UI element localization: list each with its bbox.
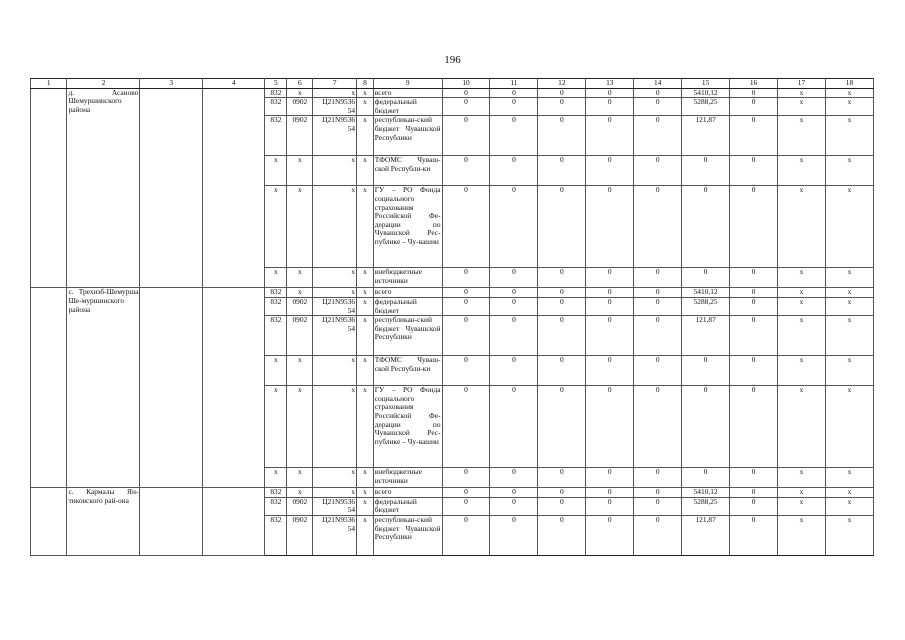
cell-value: 0 bbox=[538, 288, 586, 298]
cell-value: 0 bbox=[682, 386, 730, 468]
cell-grbs: x bbox=[265, 356, 287, 386]
cell-section: 0902 bbox=[287, 297, 313, 315]
cell-value: x bbox=[825, 356, 873, 386]
cell-value: 0 bbox=[538, 497, 586, 515]
cell-expense-type: x bbox=[357, 186, 374, 268]
cell-value: 0 bbox=[490, 268, 538, 288]
cell-value: 0 bbox=[634, 468, 682, 488]
funding-source: ТФОМС Чуваш-ской Республи-ки bbox=[373, 356, 442, 386]
cell-section: x bbox=[287, 468, 313, 488]
funding-source: республикан-ский бюджет Чувашской Республики bbox=[373, 116, 442, 156]
cell-value: 0 bbox=[442, 116, 490, 156]
cell-value: 0 bbox=[634, 515, 682, 555]
cell-target-article: x bbox=[313, 268, 357, 288]
cell-value: 0 bbox=[586, 316, 634, 356]
cell-value: x bbox=[778, 515, 826, 555]
cell-value: x bbox=[778, 268, 826, 288]
cell-target-article: x bbox=[313, 468, 357, 488]
cell-grbs: 832 bbox=[265, 515, 287, 555]
cell-value: 121,87 bbox=[682, 316, 730, 356]
cell-value: 0 bbox=[442, 268, 490, 288]
cell-value: 0 bbox=[730, 497, 778, 515]
cell-value: 0 bbox=[538, 316, 586, 356]
cell-col1 bbox=[31, 488, 67, 556]
cell-value: 0 bbox=[442, 497, 490, 515]
cell-value: 0 bbox=[586, 356, 634, 386]
cell-value: 0 bbox=[730, 386, 778, 468]
cell-value: 0 bbox=[730, 288, 778, 298]
cell-expense-type: x bbox=[357, 116, 374, 156]
cell-value: 0 bbox=[490, 297, 538, 315]
column-header: 6 bbox=[287, 79, 313, 89]
funding-source: федеральный бюджет bbox=[373, 297, 442, 315]
column-header: 11 bbox=[490, 79, 538, 89]
cell-expense-type: x bbox=[357, 386, 374, 468]
cell-value: x bbox=[825, 186, 873, 268]
column-header: 10 bbox=[442, 79, 490, 89]
cell-target-article: Ц21N9536 54 bbox=[313, 116, 357, 156]
cell-section: 0902 bbox=[287, 98, 313, 116]
funding-source: республикан-ский бюджет Чувашской Республики bbox=[373, 316, 442, 356]
funding-source: всего bbox=[373, 288, 442, 298]
cell-target-article: x bbox=[313, 386, 357, 468]
cell-grbs: x bbox=[265, 186, 287, 268]
cell-grbs: 832 bbox=[265, 297, 287, 315]
cell-value: 0 bbox=[538, 297, 586, 315]
cell-grbs: x bbox=[265, 386, 287, 468]
cell-expense-type: x bbox=[357, 488, 374, 498]
cell-value: x bbox=[778, 356, 826, 386]
cell-target-article: Ц21N9536 54 bbox=[313, 98, 357, 116]
cell-value: 0 bbox=[634, 488, 682, 498]
cell-value: 5288,25 bbox=[682, 297, 730, 315]
cell-value: x bbox=[778, 88, 826, 98]
cell-grbs: 832 bbox=[265, 497, 287, 515]
cell-value: 0 bbox=[490, 497, 538, 515]
cell-target-article: x bbox=[313, 156, 357, 186]
cell-value: 0 bbox=[634, 297, 682, 315]
cell-value: 0 bbox=[730, 316, 778, 356]
cell-section: 0902 bbox=[287, 515, 313, 555]
cell-value: x bbox=[778, 316, 826, 356]
cell-value: 0 bbox=[730, 297, 778, 315]
cell-value: 0 bbox=[442, 316, 490, 356]
cell-grbs: x bbox=[265, 468, 287, 488]
cell-value: 0 bbox=[442, 386, 490, 468]
cell-value: 0 bbox=[538, 88, 586, 98]
cell-expense-type: x bbox=[357, 88, 374, 98]
cell-grbs: 832 bbox=[265, 288, 287, 298]
cell-section: x bbox=[287, 268, 313, 288]
funding-source: ГУ – РО Фонда социального страхования Российской Фе-дерации по Чувашской Рес-публике – Чу-вашии bbox=[373, 386, 442, 468]
funding-source: внебюджетные источники bbox=[373, 468, 442, 488]
cell-expense-type: x bbox=[357, 98, 374, 116]
cell-value: x bbox=[778, 116, 826, 156]
cell-value: x bbox=[778, 98, 826, 116]
cell-expense-type: x bbox=[357, 268, 374, 288]
cell-value: x bbox=[778, 468, 826, 488]
cell-expense-type: x bbox=[357, 288, 374, 298]
cell-value: x bbox=[778, 297, 826, 315]
cell-value: 5410,12 bbox=[682, 488, 730, 498]
column-header: 3 bbox=[140, 79, 203, 89]
page-number: 196 bbox=[444, 54, 461, 66]
cell-value: 0 bbox=[442, 468, 490, 488]
cell-grbs: 832 bbox=[265, 88, 287, 98]
cell-grbs: x bbox=[265, 156, 287, 186]
cell-value: 0 bbox=[634, 288, 682, 298]
cell-value: x bbox=[825, 88, 873, 98]
cell-value: 121,87 bbox=[682, 515, 730, 555]
cell-value: 0 bbox=[586, 488, 634, 498]
cell-value: 0 bbox=[586, 288, 634, 298]
cell-col4 bbox=[202, 488, 265, 556]
cell-value: 0 bbox=[586, 297, 634, 315]
cell-section: 0902 bbox=[287, 497, 313, 515]
cell-value: x bbox=[825, 316, 873, 356]
column-header: 1 bbox=[31, 79, 67, 89]
cell-value: x bbox=[778, 288, 826, 298]
cell-value: 0 bbox=[634, 386, 682, 468]
cell-col3 bbox=[140, 88, 203, 288]
cell-value: x bbox=[778, 497, 826, 515]
column-header: 15 bbox=[682, 79, 730, 89]
cell-value: x bbox=[825, 386, 873, 468]
cell-section: x bbox=[287, 488, 313, 498]
cell-value: 0 bbox=[490, 186, 538, 268]
cell-value: 0 bbox=[730, 116, 778, 156]
cell-value: 0 bbox=[586, 88, 634, 98]
cell-value: 0 bbox=[682, 186, 730, 268]
cell-value: 0 bbox=[490, 316, 538, 356]
cell-grbs: 832 bbox=[265, 98, 287, 116]
cell-value: 0 bbox=[538, 186, 586, 268]
cell-target-article: Ц21N9536 54 bbox=[313, 497, 357, 515]
cell-value: 0 bbox=[682, 268, 730, 288]
cell-value: 0 bbox=[634, 186, 682, 268]
cell-grbs: 832 bbox=[265, 116, 287, 156]
cell-value: 0 bbox=[490, 468, 538, 488]
cell-value: x bbox=[825, 297, 873, 315]
funding-source: федеральный бюджет bbox=[373, 98, 442, 116]
cell-value: 0 bbox=[730, 356, 778, 386]
cell-col4 bbox=[202, 288, 265, 488]
cell-col4 bbox=[202, 88, 265, 288]
cell-value: 5288,25 bbox=[682, 98, 730, 116]
cell-value: 0 bbox=[490, 116, 538, 156]
cell-value: 0 bbox=[442, 186, 490, 268]
cell-value: 0 bbox=[490, 98, 538, 116]
cell-value: 0 bbox=[442, 488, 490, 498]
cell-value: 0 bbox=[730, 515, 778, 555]
cell-value: 0 bbox=[586, 156, 634, 186]
cell-value: 0 bbox=[730, 186, 778, 268]
cell-value: 0 bbox=[730, 268, 778, 288]
cell-value: 0 bbox=[634, 156, 682, 186]
cell-value: 0 bbox=[634, 88, 682, 98]
column-header: 8 bbox=[357, 79, 374, 89]
cell-section: x bbox=[287, 156, 313, 186]
cell-value: 5410,12 bbox=[682, 288, 730, 298]
cell-value: 0 bbox=[538, 98, 586, 116]
cell-value: 0 bbox=[490, 356, 538, 386]
cell-value: 5288,25 bbox=[682, 497, 730, 515]
cell-value: x bbox=[778, 386, 826, 468]
cell-col1 bbox=[31, 88, 67, 288]
cell-value: 0 bbox=[442, 98, 490, 116]
cell-value: 0 bbox=[442, 297, 490, 315]
cell-value: 0 bbox=[682, 468, 730, 488]
cell-value: 0 bbox=[490, 288, 538, 298]
column-header: 18 bbox=[825, 79, 873, 89]
cell-value: 0 bbox=[442, 88, 490, 98]
cell-value: 0 bbox=[490, 88, 538, 98]
cell-section: 0902 bbox=[287, 116, 313, 156]
cell-value: x bbox=[825, 156, 873, 186]
cell-value: 0 bbox=[586, 186, 634, 268]
funding-source: ТФОМС Чуваш-ской Республи-ки bbox=[373, 156, 442, 186]
cell-expense-type: x bbox=[357, 156, 374, 186]
cell-col3 bbox=[140, 488, 203, 556]
cell-section: x bbox=[287, 386, 313, 468]
cell-value: 0 bbox=[634, 316, 682, 356]
cell-value: 0 bbox=[586, 468, 634, 488]
table-row bbox=[31, 88, 874, 98]
column-header: 17 bbox=[778, 79, 826, 89]
cell-section: x bbox=[287, 88, 313, 98]
cell-value: 0 bbox=[682, 356, 730, 386]
cell-target-article: x bbox=[313, 356, 357, 386]
cell-value: x bbox=[778, 156, 826, 186]
cell-value: 0 bbox=[586, 497, 634, 515]
cell-value: 0 bbox=[538, 116, 586, 156]
column-header: 16 bbox=[730, 79, 778, 89]
cell-value: 0 bbox=[634, 98, 682, 116]
cell-value: 0 bbox=[730, 488, 778, 498]
cell-target-article: x bbox=[313, 186, 357, 268]
column-header: 7 bbox=[313, 79, 357, 89]
funding-source: ГУ – РО Фонда социального страхования Российской Фе-дерации по Чувашской Рес-публике – Чу-вашии bbox=[373, 186, 442, 268]
cell-value: x bbox=[825, 98, 873, 116]
cell-value: 0 bbox=[634, 356, 682, 386]
cell-value: x bbox=[825, 116, 873, 156]
cell-value: 121,87 bbox=[682, 116, 730, 156]
cell-value: x bbox=[825, 515, 873, 555]
header-row bbox=[31, 79, 874, 89]
cell-value: 0 bbox=[730, 88, 778, 98]
cell-target-article: Ц21N9536 54 bbox=[313, 297, 357, 315]
cell-target-article: Ц21N9536 54 bbox=[313, 515, 357, 555]
cell-value: 0 bbox=[634, 116, 682, 156]
funding-source: всего bbox=[373, 488, 442, 498]
cell-value: x bbox=[825, 468, 873, 488]
cell-grbs: 832 bbox=[265, 488, 287, 498]
cell-value: 0 bbox=[586, 268, 634, 288]
cell-col1 bbox=[31, 288, 67, 488]
settlement-name: с. Кармалы Ян-тиковского рай-она bbox=[67, 488, 140, 556]
cell-value: 0 bbox=[730, 468, 778, 488]
cell-value: 0 bbox=[442, 356, 490, 386]
cell-grbs: x bbox=[265, 268, 287, 288]
cell-value: 0 bbox=[586, 116, 634, 156]
cell-section: 0902 bbox=[287, 316, 313, 356]
cell-value: 0 bbox=[490, 488, 538, 498]
cell-value: 0 bbox=[730, 98, 778, 116]
cell-value: 0 bbox=[586, 386, 634, 468]
cell-value: x bbox=[825, 497, 873, 515]
cell-value: 0 bbox=[538, 156, 586, 186]
cell-value: 5410,12 bbox=[682, 88, 730, 98]
cell-expense-type: x bbox=[357, 515, 374, 555]
table-row bbox=[31, 488, 874, 498]
settlement-name: д. Асаново Шемуршинского района bbox=[67, 88, 140, 288]
cell-value: 0 bbox=[682, 156, 730, 186]
cell-expense-type: x bbox=[357, 316, 374, 356]
cell-value: x bbox=[825, 268, 873, 288]
cell-value: 0 bbox=[442, 156, 490, 186]
cell-section: x bbox=[287, 186, 313, 268]
budget-table bbox=[30, 78, 874, 556]
table-row bbox=[31, 288, 874, 298]
cell-value: 0 bbox=[538, 356, 586, 386]
cell-expense-type: x bbox=[357, 297, 374, 315]
column-header: 13 bbox=[586, 79, 634, 89]
column-header: 12 bbox=[538, 79, 586, 89]
cell-value: 0 bbox=[490, 386, 538, 468]
cell-target-article: Ц21N9536 54 bbox=[313, 316, 357, 356]
column-header: 2 bbox=[67, 79, 140, 89]
cell-value: 0 bbox=[538, 268, 586, 288]
cell-value: 0 bbox=[634, 497, 682, 515]
cell-value: x bbox=[778, 488, 826, 498]
cell-value: 0 bbox=[586, 515, 634, 555]
funding-source: федеральный бюджет bbox=[373, 497, 442, 515]
cell-expense-type: x bbox=[357, 497, 374, 515]
cell-target-article: x bbox=[313, 288, 357, 298]
column-header: 5 bbox=[265, 79, 287, 89]
cell-value: 0 bbox=[730, 156, 778, 186]
cell-grbs: 832 bbox=[265, 316, 287, 356]
cell-value: 0 bbox=[586, 98, 634, 116]
cell-value: 0 bbox=[538, 515, 586, 555]
cell-value: 0 bbox=[442, 288, 490, 298]
cell-col3 bbox=[140, 288, 203, 488]
column-header: 14 bbox=[634, 79, 682, 89]
cell-value: x bbox=[825, 288, 873, 298]
cell-expense-type: x bbox=[357, 356, 374, 386]
settlement-name: с. Трехизб-Шемурша Ше-муршинского района bbox=[67, 288, 140, 488]
cell-target-article: x bbox=[313, 88, 357, 98]
cell-value: 0 bbox=[538, 488, 586, 498]
cell-target-article: x bbox=[313, 488, 357, 498]
cell-section: x bbox=[287, 356, 313, 386]
column-header: 4 bbox=[202, 79, 265, 89]
cell-value: 0 bbox=[538, 386, 586, 468]
cell-value: x bbox=[825, 488, 873, 498]
cell-value: 0 bbox=[538, 468, 586, 488]
funding-source: республикан-ский бюджет Чувашской Республики bbox=[373, 515, 442, 555]
funding-source: всего bbox=[373, 88, 442, 98]
cell-expense-type: x bbox=[357, 468, 374, 488]
funding-source: внебюджетные источники bbox=[373, 268, 442, 288]
cell-section: x bbox=[287, 288, 313, 298]
cell-value: 0 bbox=[634, 268, 682, 288]
cell-value: 0 bbox=[490, 515, 538, 555]
cell-value: 0 bbox=[442, 515, 490, 555]
cell-value: 0 bbox=[490, 156, 538, 186]
cell-value: x bbox=[778, 186, 826, 268]
column-header: 9 bbox=[373, 79, 442, 89]
